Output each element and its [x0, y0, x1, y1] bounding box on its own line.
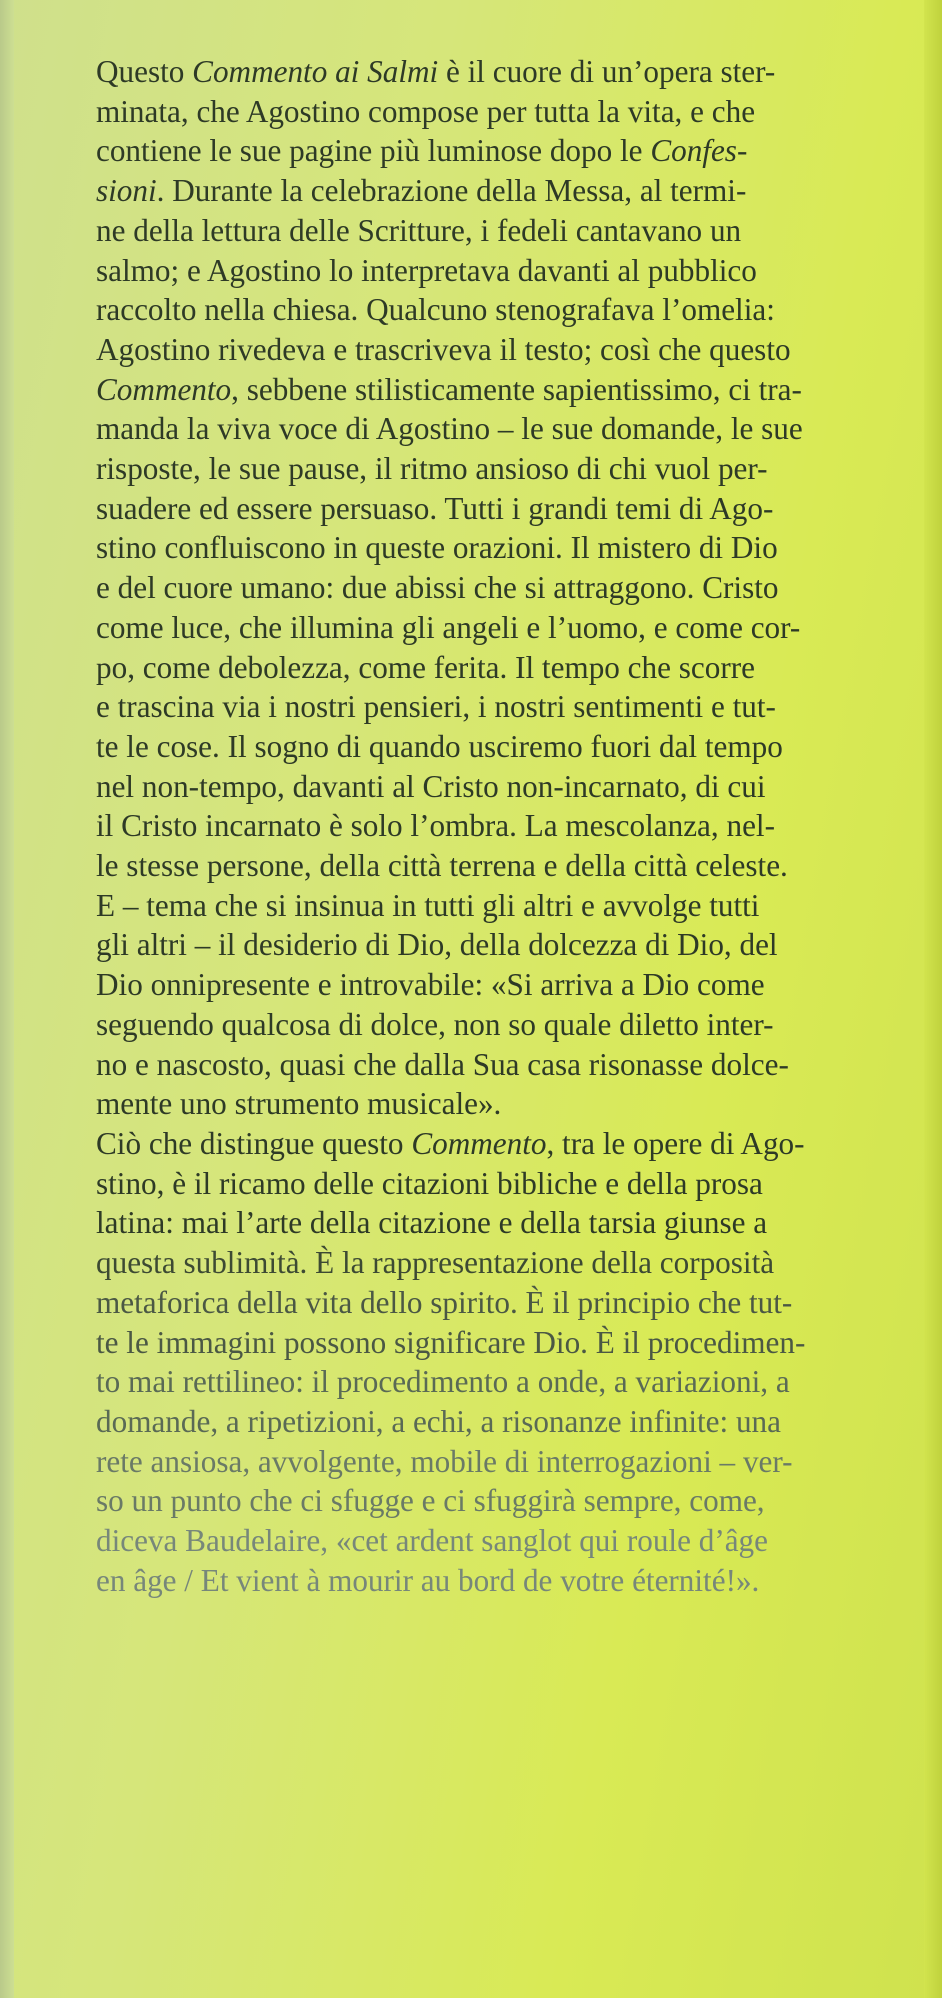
blurb-line-15: come luce, che illumina gli angeli e l’uomo, e come cor- [96, 609, 801, 645]
blurb-line-24: Dio onnipresente e introvabile: «Si arriva a Dio come [96, 967, 765, 1003]
blurb-line-33: te le immagini possono significare Dio. È il procedimen- [96, 1324, 806, 1360]
blurb-line-3: contiene le sue pagine più luminose dopo le Confes- [96, 133, 748, 169]
blurb-line-37: so un punto che ci sfugge e ci sfuggirà sempre, come, [96, 1483, 765, 1519]
blurb-line-31: questa sublimità. È la rappresentazione della corposità [96, 1245, 775, 1281]
blurb-line-8: Agostino rivedeva e trascriveva il testo; così che questo [96, 331, 791, 367]
blurb-line-38: diceva Baudelaire, «cet ardent sanglot qui roule d’âge [96, 1523, 768, 1559]
blurb-line-19: nel non-tempo, davanti al Cristo non-incarnato, di cui [96, 768, 766, 804]
blurb-line-4: sioni. Durante la celebrazione della Messa, al termi- [96, 173, 747, 209]
blurb-line-34: to mai rettilineo: il procedimento a onde, a variazioni, a [96, 1364, 790, 1400]
book-title-commento: Commento [96, 371, 232, 407]
blurb-line-27: mente uno strumento musicale». [96, 1086, 502, 1122]
blurb-line-17: e trascina via i nostri pensieri, i nostri sentimenti e tut- [96, 689, 776, 725]
blurb-line-2: minata, che Agostino compose per tutta la vita, e che [96, 93, 756, 129]
blurb-line-21: le stesse persone, della città terrena e della città celeste. [96, 848, 788, 884]
blurb-line-36: rete ansiosa, avvolgente, mobile di interrogazioni – ver- [96, 1443, 793, 1479]
blurb-line-10: manda la viva voce di Agostino – le sue domande, le sue [96, 411, 803, 447]
blurb-line-22: E – tema che si insinua in tutti gli altri e avvolge tutti [96, 887, 760, 923]
book-title: Commento ai Salmi [192, 54, 439, 89]
blurb-line-20: il Cristo incarnato è solo l’ombra. La mescolanza, nel- [96, 808, 775, 844]
cover-left-edge [0, 0, 14, 1998]
blurb-line-28: Ciò che distingue questo Commento, tra le opere di Ago- [96, 1125, 805, 1161]
book-title-confessioni: Confes- [650, 133, 748, 169]
blurb-line-30: latina: mai l’arte della citazione e della tarsia giunse a [96, 1205, 768, 1241]
blurb-line-12: suadere ed essere persuaso. Tutti i grandi temi di Ago- [96, 490, 774, 526]
blurb-line-5: ne della lettura delle Scritture, i fedeli cantavano un [96, 212, 742, 248]
blurb-line-26: no e nascosto, quasi che dalla Sua casa risonasse dolce- [96, 1046, 789, 1082]
book-title-confessioni-end: sioni [96, 173, 157, 209]
book-title-commento-2: Commento [411, 1125, 547, 1161]
blurb-text [96, 52, 886, 1600]
blurb-line-18: te le cose. Il sogno di quando usciremo fuori dal tempo [96, 728, 783, 764]
blurb-line-16: po, come debolezza, come ferita. Il tempo che scorre [96, 649, 755, 685]
blurb-line-1: Questo Commento ai Salmi è il cuore di un’opera ster- [96, 54, 776, 89]
blurb-line-7: raccolto nella chiesa. Qualcuno stenografava l’omelia: [96, 292, 775, 328]
blurb-line-39: en âge / Et vient à mourir au bord de votre éternité!». [96, 1562, 760, 1598]
blurb-line-25: seguendo qualcosa di dolce, non so quale diletto inter- [96, 1006, 774, 1042]
cover-right-edge [924, 0, 942, 1998]
blurb-line-13: stino confluiscono in queste orazioni. Il mistero di Dio [96, 530, 778, 566]
blurb-line-23: gli altri – il desiderio di Dio, della dolcezza di Dio, del [96, 927, 778, 963]
blurb-line-29: stino, è il ricamo delle citazioni bibliche e della prosa [96, 1165, 763, 1201]
blurb-line-32: metaforica della vita dello spirito. È il principio che tut- [96, 1284, 793, 1320]
blurb-line-35: domande, a ripetizioni, a echi, a risonanze infinite: una [96, 1403, 781, 1439]
blurb-line-6: salmo; e Agostino lo interpretava davanti al pubblico [96, 252, 757, 288]
blurb-line-14: e del cuore umano: due abissi che si attraggono. Cristo [96, 570, 779, 606]
blurb-line-11: risposte, le sue pause, il ritmo ansioso di chi vuol per- [96, 451, 768, 487]
blurb-line-9: Commento, sebbene stilisticamente sapientissimo, ci tra- [96, 371, 802, 407]
